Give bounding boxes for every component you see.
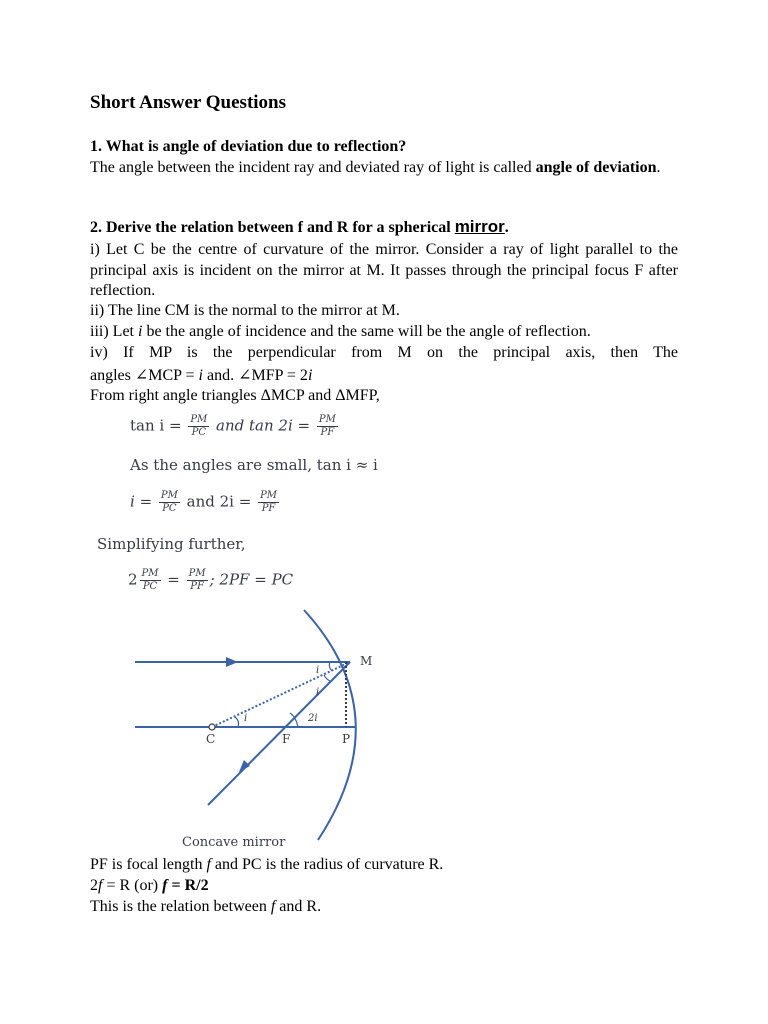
label-M: M bbox=[360, 654, 373, 668]
equation-tan: tan i = $\frac{PM}{PC}$ and tan 2i = $\frac{PM}{PF}$ bbox=[130, 414, 336, 438]
reflected-ray bbox=[208, 662, 350, 805]
page-title: Short Answer Questions bbox=[90, 92, 287, 113]
conclusion-line-1: PF is focal length f and PC is the radius of curvature R. bbox=[90, 856, 444, 873]
mirror-arc bbox=[304, 610, 356, 840]
normal-line bbox=[212, 662, 350, 727]
equation-small-angle: As the angles are small, tan i ≈ i bbox=[130, 456, 378, 474]
from-triangles-line: From right angle triangles ΔMCP and ΔMFP, bbox=[90, 387, 380, 404]
answer-1-term: angle of deviation bbox=[535, 159, 657, 176]
step-iv-continued: angles ∠MCP = i and. ∠MFP = 2i bbox=[90, 367, 313, 384]
label-i-bottom: i bbox=[244, 713, 248, 724]
centre-point bbox=[209, 724, 215, 730]
step-iii: iii) Let i be the angle of incidence and the same will be the angle of reflection. bbox=[90, 323, 591, 340]
question-2: 2. Derive the relation between f and R for a spherical mirror. bbox=[90, 217, 509, 236]
label-2i: 2i bbox=[308, 713, 318, 724]
label-F: F bbox=[282, 732, 291, 746]
answer-1: The angle between the incident ray and deviated ray of light is called angle of deviation. bbox=[90, 159, 661, 176]
focal-length-bold-var: f bbox=[162, 877, 168, 894]
conclusion-line-2: 2f = R (or) f = R/2 bbox=[90, 877, 209, 894]
step-ii: ii) The line CM is the normal to the mirror at M. bbox=[90, 302, 400, 319]
label-C: C bbox=[206, 732, 216, 746]
step-i: i) Let C be the centre of curvature of the mirror. Consider a ray of light parallel to the principal axis is incident on the mirror at M. It passes through the principal focus F after reflection. bbox=[90, 241, 678, 299]
diagram-caption: Concave mirror bbox=[182, 835, 286, 850]
concave-mirror-diagram bbox=[118, 605, 398, 850]
question-2-word: mirror bbox=[454, 217, 505, 236]
equation-simplified: 2 $\frac{PM}{PC}$ = $\frac{PM}{PF}$ ; 2PF = PC bbox=[128, 568, 294, 592]
question-1: 1. What is angle of deviation due to reflection? bbox=[90, 138, 407, 155]
equation-i: i = $\frac{PM}{PC}$ and 2i = $\frac{PM}{PF}$ bbox=[130, 490, 278, 514]
label-i-middle: i bbox=[316, 687, 320, 698]
simplifying-label: Simplifying further, bbox=[97, 535, 246, 553]
label-i-top: i bbox=[316, 665, 320, 676]
focal-length-formula: = R/2 bbox=[167, 877, 209, 894]
step-iv: iv) If MP is the perpendicular from M on the principal axis, then The bbox=[90, 344, 678, 361]
conclusion-line-3: This is the relation between f and R. bbox=[90, 898, 322, 915]
label-P: P bbox=[342, 732, 351, 746]
